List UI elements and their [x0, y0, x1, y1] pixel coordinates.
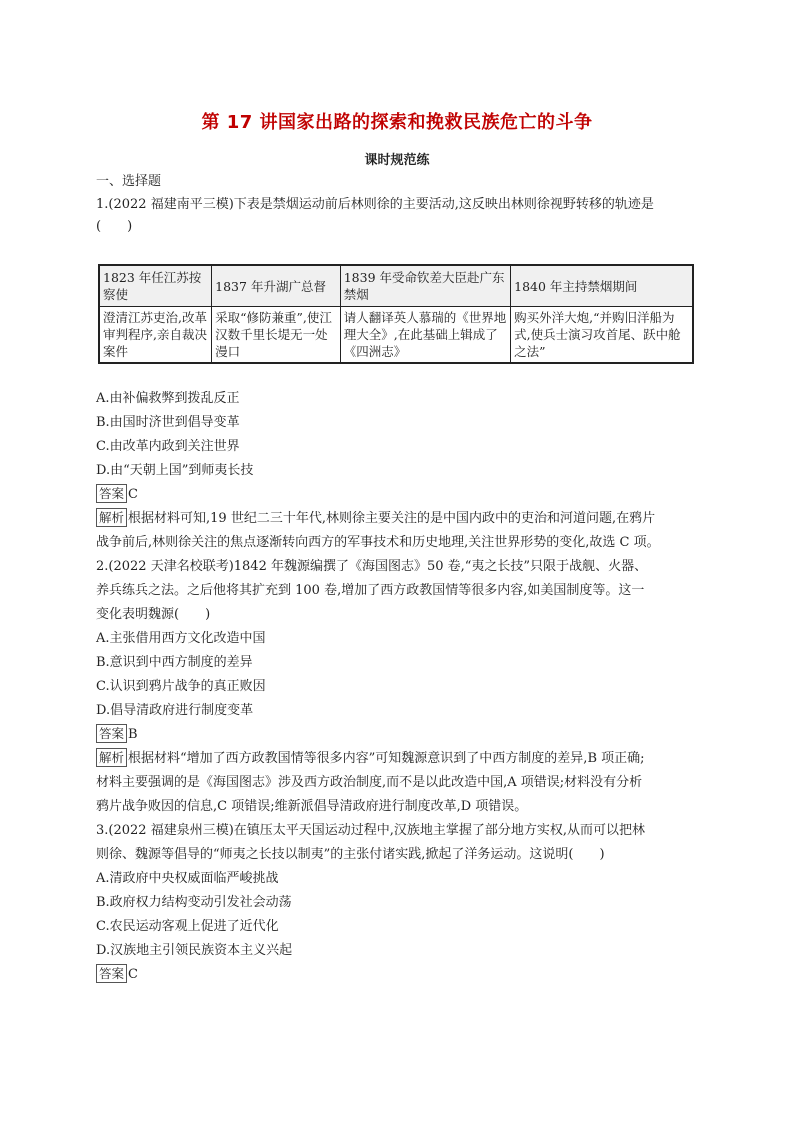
q2-stem-line2: 养兵练兵之法。之后他将其扩充到 100 卷,增加了西方政教国情等很多内容,如美国制度等。这一	[96, 583, 645, 598]
q2-analysis-line2: 材料主要强调的是《海国图志》涉及西方政治制度,而不是以此改造中国,A 项错误;材料没有分析	[96, 775, 643, 790]
q3-option-b: B.政府权力结构变动引发社会动荡	[96, 895, 292, 910]
q2-answer	[96, 724, 716, 746]
q3-stem-line2: 则徐、魏源等倡导的“师夷之长技以制夷”的主张付诸实践,掀起了洋务运动。这说明( )	[96, 847, 605, 862]
answer-tag: 答案	[96, 484, 127, 503]
analysis-text: 根据材料可知,19 世纪二三十年代,林则徐主要关注的是中国内政中的吏治和河道问题,在鸦片	[128, 511, 656, 526]
section-heading: 一、选择题	[96, 174, 162, 189]
q1-table-cell: 采取“修防兼重”,使江汉数千里长堤无一处漫口	[212, 307, 341, 364]
q1-option-a: A.由补偏救弊到拨乱反正	[96, 391, 240, 406]
analysis-text: 根据材料“增加了西方政教国情等很多内容”可知魏源意识到了中西方制度的差异,B 项正确;	[128, 751, 645, 766]
q2-stem-line1: 2.(2022 天津名校联考)1842 年魏源编撰了《海国图志》50 卷,“夷之长技”只限于战舰、火器、	[96, 559, 648, 574]
q1-table-cell: 购买外洋大炮,“并购旧洋船为式,使兵士演习攻首尾、跃中舱之法”	[511, 307, 693, 364]
q3-stem-line1: 3.(2022 福建泉州三模)在镇压太平天国运动过程中,汉族地主掌握了部分地方实权,从而可以把林	[96, 823, 646, 838]
q1-table-header: 1823 年任江苏按察使	[99, 265, 212, 307]
q2-analysis-line1	[96, 748, 716, 770]
answer-tag: 答案	[96, 964, 127, 983]
q1-analysis-line1	[96, 508, 716, 530]
q1-table-cell: 澄清江苏吏治,改革审判程序,亲自裁决案件	[99, 307, 212, 364]
answer-value: C	[128, 487, 138, 502]
q1-table-header-row	[99, 265, 693, 307]
analysis-tag: 解析	[96, 748, 127, 767]
analysis-tag: 解析	[96, 508, 127, 527]
q1-option-c: C.由改革内政到关注世界	[96, 439, 240, 454]
q2-option-c: C.认识到鸦片战争的真正败因	[96, 679, 266, 694]
page-title: 第 17 讲国家出路的探索和挽救民族危亡的斗争	[201, 112, 593, 133]
q1-table-header: 1840 年主持禁烟期间	[511, 265, 693, 307]
q1-table	[98, 264, 694, 364]
q3-option-d: D.汉族地主引领民族资本主义兴起	[96, 943, 293, 958]
q1-analysis-line2: 战争前后,林则徐关注的焦点逐渐转向西方的军事技术和历史地理,关注世界形势的变化,故选 C 项。	[96, 535, 660, 550]
answer-tag: 答案	[96, 724, 127, 743]
q1-table-header: 1839 年受命钦差大臣赴广东禁烟	[340, 265, 510, 307]
q3-option-a: A.清政府中央权威面临严峻挑战	[96, 871, 279, 886]
q1-answer	[96, 484, 716, 506]
q1-table-header: 1837 年升湖广总督	[212, 265, 341, 307]
page-subtitle: 课时规范练	[364, 153, 430, 168]
q1-option-d: D.由“天朝上国”到师夷长技	[96, 463, 254, 478]
q1-stem-line1: 1.(2022 福建南平三模)下表是禁烟运动前后林则徐的主要活动,这反映出林则徐视野转移的轨迹是	[96, 197, 654, 212]
q2-option-a: A.主张借用西方文化改造中国	[96, 631, 266, 646]
q2-stem-line3: 变化表明魏源( )	[96, 607, 211, 622]
q3-answer	[96, 964, 716, 986]
answer-value: B	[128, 727, 138, 742]
q3-option-c: C.农民运动客观上促进了近代化	[96, 919, 279, 934]
q2-option-b: B.意识到中西方制度的差异	[96, 655, 253, 670]
q1-stem-line2: ( )	[96, 219, 133, 234]
q1-table-cell: 请人翻译英人慕瑞的《世界地理大全》,在此基础上辑成了《四洲志》	[340, 307, 510, 364]
q2-analysis-line3: 鸦片战争败因的信息,C 项错误;维新派倡导清政府进行制度改革,D 项错误。	[96, 799, 528, 814]
q1-table-row	[99, 307, 693, 364]
q2-option-d: D.倡导清政府进行制度变革	[96, 703, 254, 718]
answer-value: C	[128, 967, 138, 982]
q1-option-b: B.由国时济世到倡导变革	[96, 415, 240, 430]
